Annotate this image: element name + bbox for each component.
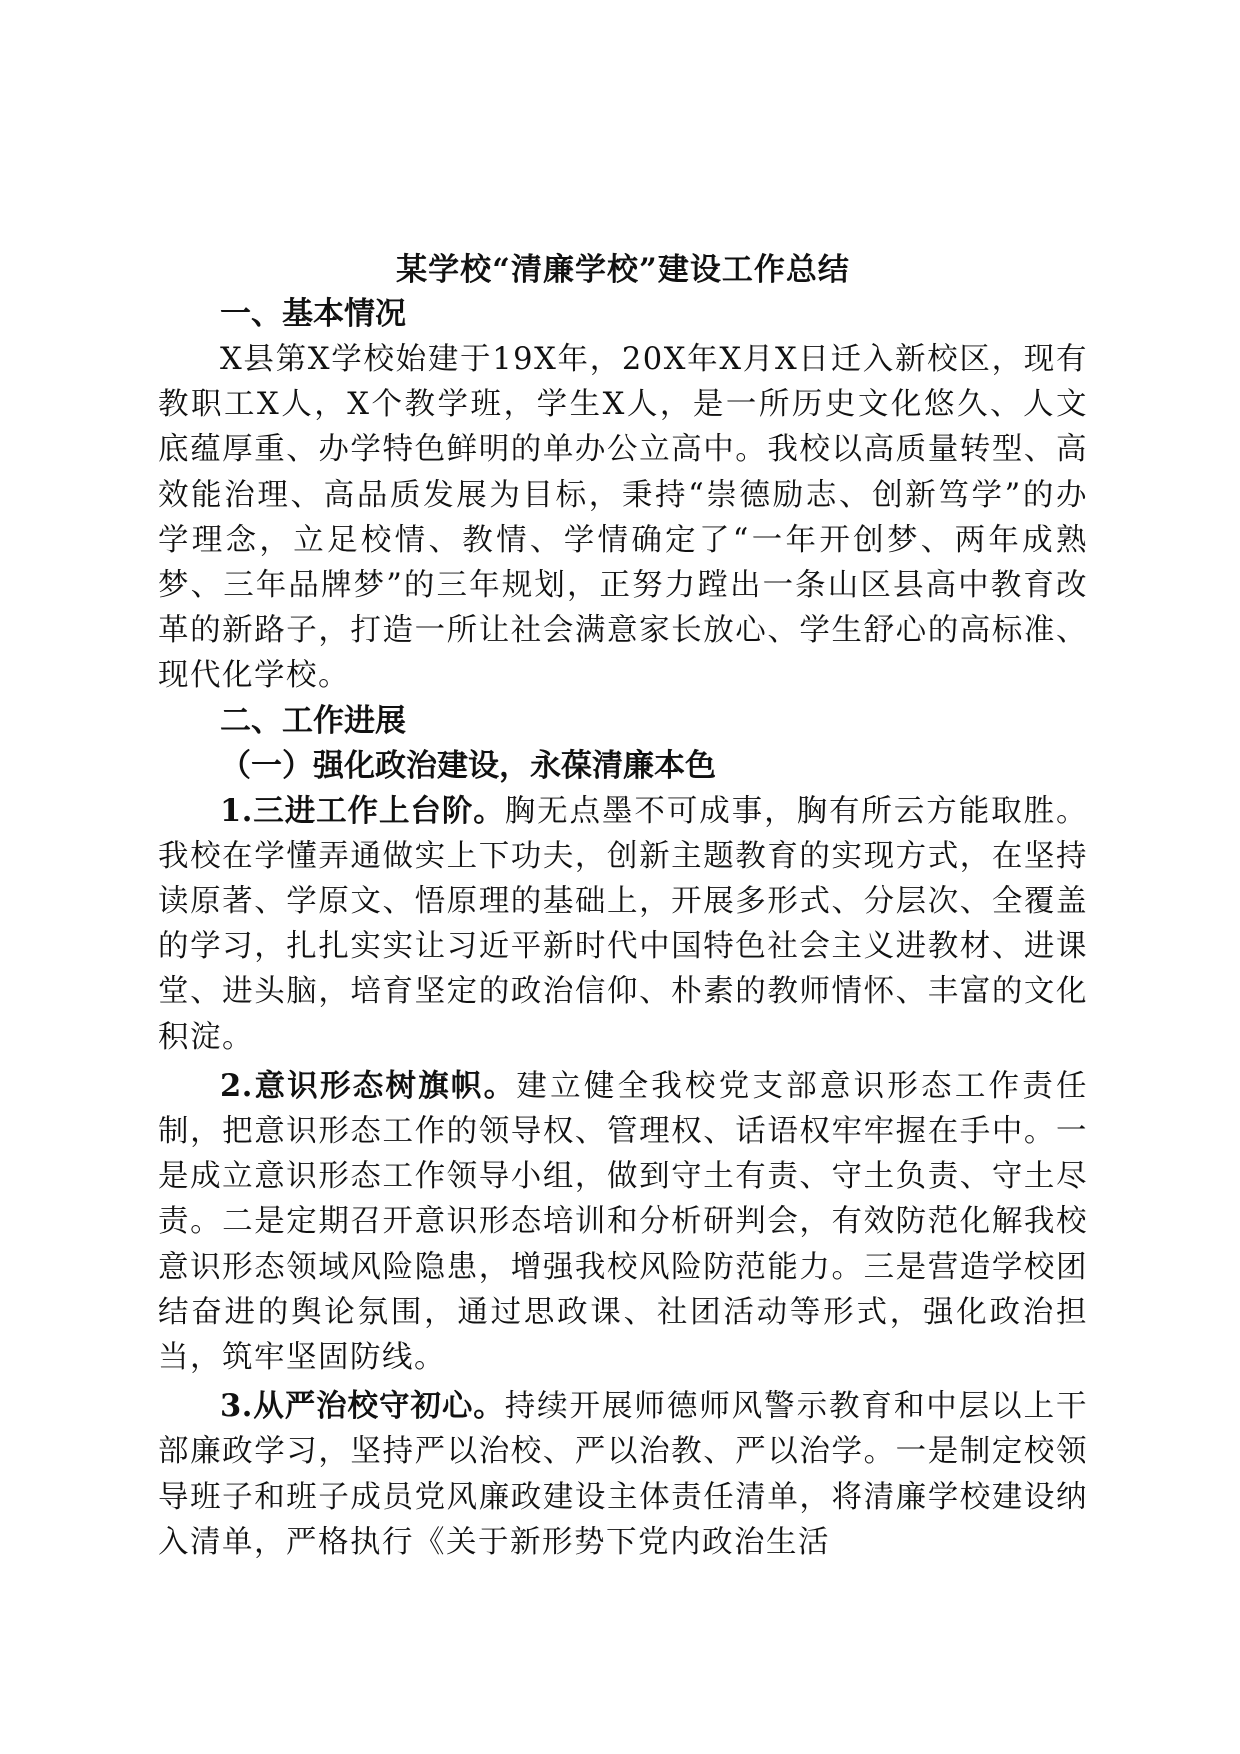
document-title: 某学校“清廉学校”建设工作总结 [396,252,850,288]
item-1-text: 胸无点墨不可成事，胸有所云方能取胜。我校在学懂弄通做实上下功夫，创新主题教育的实现方式，在坚持读原著、学原文、悟原理的基础上，开展多形式、分层次、全覆盖的学习，扎扎实实让习近平新时代中国特色社会主义进教材、进课堂、进头脑，培育坚定的政治信仰、朴素的教师情怀、丰富的文化积淀。 [158,793,1088,1055]
item-2-text: 建立健全我校党支部意识形态工作责任制，把意识形态工作的领导权、管理权、话语权牢牢握在手中。一是成立意识形态工作领导小组，做到守土有责、守土负责、守土尽责。二是定期召开意识形态培训和分析研判会，有效防范化解我校意识形态领域风险隐患，增强我校风险防范能力。三是营造学校团结奋进的舆论氛围，通过思政课、社团活动等形式，强化政治担当，筑牢坚固防线。 [158,1068,1089,1376]
document-page [158,248,1088,1565]
item-2-lead: 2.意识形态树旗帜。 [220,1067,517,1104]
subsection-heading-political: （一）强化政治建设，永葆清廉本色 [220,747,716,784]
section-heading-progress: 二、工作进展 [220,702,406,739]
item-1-lead: 1.三进工作上台阶。 [220,792,505,829]
section-heading-basic-info: 一、基本情况 [220,296,406,332]
paragraph-item-2 [158,1064,1088,1380]
item-3-lead: 3.从严治校守初心。 [220,1388,505,1425]
paragraph-item-1 [158,789,1088,1060]
item-3-text: 持续开展师德师风警示教育和中层以上干部廉政学习，坚持严以治校、严以治教、严以治学。一是制定校领导班子和班子成员党风廉政建设主体责任清单，将清廉学校建设纳入清单，严格执行《关于新形势下党内政治生活 [158,1389,1088,1560]
paragraph-basic-info: X县第X学校始建于19X年，20X年X月X日迁入新校区，现有教职工X人，X个教学班，学生X人，是一所历史文化悠久、人文底蕴厚重、办学特色鲜明的单办公立高中。我校以高质量转型、高效能治理、高品质发展为目标，秉持“崇德励志、创新笃学”的办学理念，立足校情、教情、学情确定了“一年开创梦、两年成熟梦、三年品牌梦”的三年规划，正努力蹚出一条山区县高中教育改革的新路子，打造一所让社会满意家长放心、学生舒心的高标准、现代化学校。 [158,342,1088,694]
paragraph-item-3 [158,1384,1088,1565]
